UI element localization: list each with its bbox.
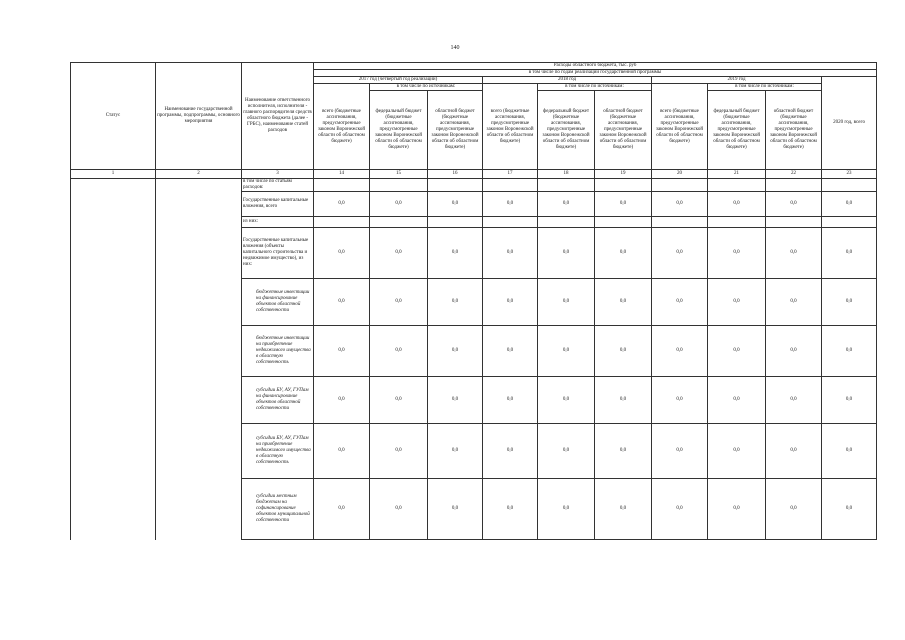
value-cell: 0,0 [370,228,428,279]
header-2019-sources: в том числе по источникам: [708,84,822,91]
value-cell: 0,0 [766,279,822,326]
value-cell: 0,0 [595,192,652,217]
program-cell [156,326,242,377]
value-cell: 0,0 [483,377,538,424]
row-label: Государственные капитальные вложения, всего [242,192,314,217]
value-cell: 0,0 [595,228,652,279]
header-2017-total: всего (бюджетные ассигнования, предусмотренные законом Воронежской области об областном бюджете) [314,84,370,170]
header-status: Статус [71,63,156,170]
table-row [71,228,877,279]
status-cell [71,424,156,479]
column-number: 23 [822,170,877,179]
header-2018-federal: федеральный бюджет (бюджетные ассигнования, предусмотренные законом Воронежской области об областном бюджете) [538,91,595,170]
value-cell: 0,0 [538,192,595,217]
table-row [71,179,877,192]
header-years-title: в том числе по годам реализации государственной программы [314,70,877,77]
value-cell: 0,0 [595,377,652,424]
program-cell [156,424,242,479]
value-cell [483,179,538,192]
header-2017-sources: в том числе по источникам: [370,84,483,91]
value-cell: 0,0 [370,279,428,326]
value-cell: 0,0 [370,377,428,424]
value-cell: 0,0 [652,228,708,279]
header-2018-total: всего (бюджетные ассигнования, предусмотренные законом Воронежской области об областном бюджете) [483,84,538,170]
header-year-2020: 2020 год, всего [822,77,877,170]
value-cell: 0,0 [538,424,595,479]
program-cell [156,279,242,326]
value-cell: 0,0 [595,279,652,326]
column-number: 19 [595,170,652,179]
value-cell [314,179,370,192]
page-number: 140 [450,45,460,51]
value-cell: 0,0 [314,279,370,326]
value-cell [708,217,766,228]
value-cell [370,217,428,228]
status-cell [71,228,156,279]
value-cell: 0,0 [428,424,483,479]
column-number: 15 [370,170,428,179]
value-cell: 0,0 [708,424,766,479]
value-cell: 0,0 [595,326,652,377]
value-cell: 0,0 [766,424,822,479]
column-number: 20 [652,170,708,179]
value-cell: 0,0 [708,326,766,377]
value-cell: 0,0 [766,228,822,279]
value-cell: 0,0 [595,424,652,479]
value-cell: 0,0 [538,377,595,424]
value-cell: 0,0 [652,424,708,479]
column-number: 16 [428,170,483,179]
value-cell: 0,0 [766,377,822,424]
value-cell: 0,0 [652,279,708,326]
header-expenses-title: Расходы областного бюджета, тыс. руб [314,63,877,70]
value-cell: 0,0 [652,377,708,424]
program-cell [156,228,242,279]
value-cell: 0,0 [708,377,766,424]
value-cell: 0,0 [370,424,428,479]
header-2019-total: всего (бюджетные ассигнования, предусмотренные законом Воронежской области об областном бюджете) [652,84,708,170]
value-cell: 0,0 [314,377,370,424]
value-cell: 0,0 [766,326,822,377]
budget-table [70,62,877,540]
value-cell: 0,0 [822,377,877,424]
row-label: субсидии местным бюджетам на софинансирование объектов муниципальной собственности [242,479,314,540]
row-label: субсидии БУ, АУ, ГУПам на финансирование объектов областной собственности [242,377,314,424]
value-cell [766,179,822,192]
value-cell: 0,0 [483,479,538,540]
column-number: 3 [242,170,314,179]
value-cell: 0,0 [428,228,483,279]
value-cell [822,217,877,228]
value-cell: 0,0 [428,192,483,217]
status-cell [71,479,156,540]
value-cell [652,217,708,228]
program-cell [156,217,242,228]
column-number: 17 [483,170,538,179]
value-cell: 0,0 [708,192,766,217]
header-2017-regional: областной бюджет (бюджетные ассигнования, предусмотренные законом Воронежской области об областном бюджете) [428,91,483,170]
program-cell [156,479,242,540]
value-cell: 0,0 [708,479,766,540]
value-cell: 0,0 [538,228,595,279]
value-cell: 0,0 [483,279,538,326]
program-cell [156,192,242,217]
value-cell: 0,0 [428,377,483,424]
value-cell: 0,0 [822,424,877,479]
value-cell: 0,0 [483,192,538,217]
value-cell: 0,0 [483,228,538,279]
value-cell [766,217,822,228]
table-body [71,179,877,540]
value-cell: 0,0 [483,424,538,479]
value-cell [538,217,595,228]
value-cell: 0,0 [708,279,766,326]
status-cell [71,179,156,192]
table-row [71,377,877,424]
header-2019-regional: областной бюджет (бюджетные ассигнования, предусмотренные законом Воронежской области об областном бюджете) [766,91,822,170]
value-cell [538,179,595,192]
value-cell: 0,0 [370,479,428,540]
status-cell [71,377,156,424]
header-2017-federal: федеральный бюджет (бюджетные ассигнования, предусмотренные законом Воронежской области об областном бюджете) [370,91,428,170]
row-label: Государственные капитальные вложения (объекты капитального строительства и недвижимое имущество), из них: [242,228,314,279]
value-cell: 0,0 [538,279,595,326]
program-cell [156,377,242,424]
value-cell: 0,0 [595,479,652,540]
value-cell: 0,0 [822,479,877,540]
header-2019-federal: федеральный бюджет (бюджетные ассигнования, предусмотренные законом Воронежской области об областном бюджете) [708,91,766,170]
value-cell: 0,0 [822,192,877,217]
table-row [71,326,877,377]
value-cell: 0,0 [370,192,428,217]
value-cell: 0,0 [428,326,483,377]
status-cell [71,326,156,377]
table-row [71,279,877,326]
status-cell [71,279,156,326]
value-cell: 0,0 [652,192,708,217]
value-cell: 0,0 [314,326,370,377]
value-cell: 0,0 [538,326,595,377]
header-year-2019: 2019 год [652,77,822,84]
header-2018-regional: областной бюджет (бюджетные ассигнования, предусмотренные законом Воронежской области об областном бюджете) [595,91,652,170]
value-cell [708,179,766,192]
value-cell: 0,0 [708,228,766,279]
value-cell [822,179,877,192]
value-cell [652,179,708,192]
value-cell: 0,0 [822,279,877,326]
value-cell: 0,0 [428,279,483,326]
column-number: 22 [766,170,822,179]
value-cell [314,217,370,228]
value-cell: 0,0 [428,479,483,540]
table-row [71,424,877,479]
value-cell [595,179,652,192]
row-label: бюджетные инвестиции на финансирование объектов областной собственности [242,279,314,326]
status-cell [71,217,156,228]
row-label: из них: [242,217,314,228]
header-year-2018: 2018 год [483,77,652,84]
value-cell: 0,0 [370,326,428,377]
column-number: 21 [708,170,766,179]
value-cell: 0,0 [822,228,877,279]
value-cell [428,217,483,228]
column-number: 2 [156,170,242,179]
table-row [71,479,877,540]
header-program-name: Наименование государственной программы, подпрограммы, основного мероприятия [156,63,242,170]
header-year-2017: 2017 год (четвертый год реализации) [314,77,483,84]
header-2018-sources: в том числе по источникам: [538,84,652,91]
status-cell [71,192,156,217]
value-cell [428,179,483,192]
value-cell: 0,0 [822,326,877,377]
value-cell: 0,0 [314,228,370,279]
row-label: субсидии БУ, АУ, ГУПам на приобретение недвижимого имущества в областную собственность [242,424,314,479]
row-label: в том числе по статьям расходов: [242,179,314,192]
value-cell: 0,0 [314,424,370,479]
column-number: 14 [314,170,370,179]
value-cell: 0,0 [314,192,370,217]
column-number: 1 [71,170,156,179]
value-cell: 0,0 [766,479,822,540]
value-cell: 0,0 [766,192,822,217]
row-label: бюджетные инвестиции на приобретение недвижимого имущества в областную собственность [242,326,314,377]
column-number: 18 [538,170,595,179]
program-cell [156,179,242,192]
value-cell: 0,0 [652,479,708,540]
header-executor: Наименование ответственного исполнителя, исполнителя - главного распорядителя средств областного бюджета (далее - ГРБС), наименование статей расходов [242,63,314,170]
table-row [71,192,877,217]
value-cell [595,217,652,228]
value-cell [370,179,428,192]
value-cell: 0,0 [314,479,370,540]
table-row [71,217,877,228]
value-cell: 0,0 [483,326,538,377]
value-cell: 0,0 [652,326,708,377]
value-cell: 0,0 [538,479,595,540]
value-cell [483,217,538,228]
